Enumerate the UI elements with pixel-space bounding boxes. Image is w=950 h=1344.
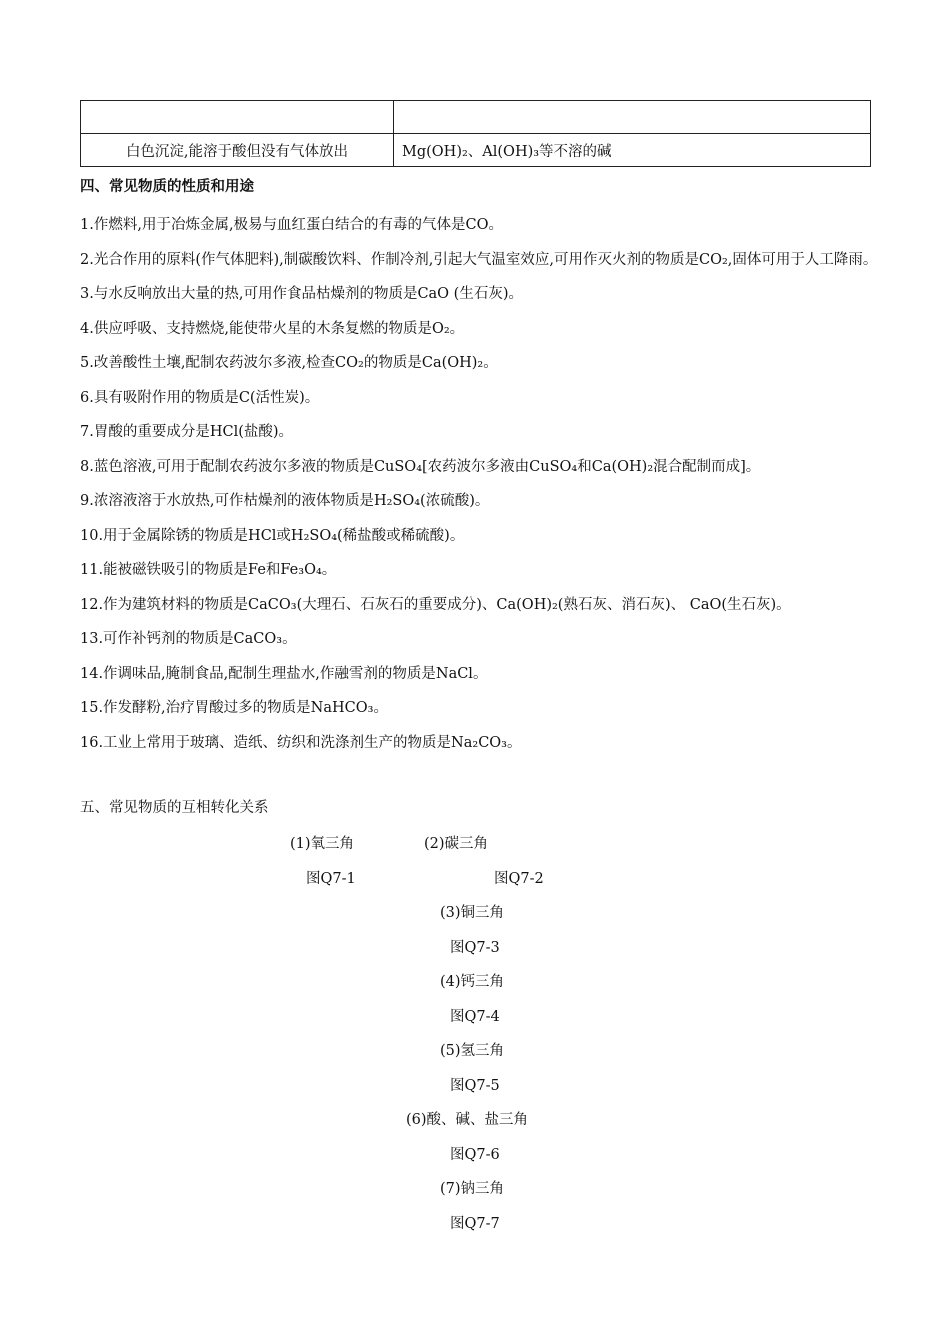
- table-cell: Mg(OH)₂、Al(OH)₃等不溶的碱: [394, 134, 871, 167]
- precipitate-table: [80, 100, 871, 167]
- list-item: 3.与水反响放出大量的热,可用作食品枯燥剂的物质是CaO (生石灰)。: [80, 286, 523, 302]
- figure-label: 图Q7-1: [306, 871, 356, 887]
- table-row: [81, 101, 871, 134]
- figure-caption: (6)酸、碱、盐三角: [406, 1112, 529, 1128]
- figure-caption: (5)氢三角: [440, 1043, 505, 1059]
- list-item: 9.浓溶液溶于水放热,可作枯燥剂的液体物质是H₂SO₄(浓硫酸)。: [80, 493, 490, 509]
- table-cell: 白色沉淀,能溶于酸但没有气体放出: [81, 134, 394, 167]
- list-item: 15.作发酵粉,治疗胃酸过多的物质是NaHCO₃。: [80, 700, 388, 716]
- list-item: 12.作为建筑材料的物质是CaCO₃(大理石、石灰石的重要成分)、Ca(OH)₂(熟石灰、消石灰)、 CaO(生石灰)。: [80, 596, 791, 613]
- list-item: 1.作燃料,用于冶炼金属,极易与血红蛋白结合的有毒的气体是CO。: [80, 217, 504, 233]
- table-cell: [81, 101, 394, 134]
- list-item: 7.胃酸的重要成分是HCl(盐酸)。: [80, 424, 294, 440]
- list-item: 13.可作补钙剂的物质是CaCO₃。: [80, 631, 297, 647]
- figure-caption: (1)氧三角: [290, 836, 355, 852]
- figure-label: 图Q7-5: [450, 1078, 500, 1094]
- list-item: 10.用于金属除锈的物质是HCl或H₂SO₄(稀盐酸或稀硫酸)。: [80, 527, 465, 544]
- section-heading: 五、常见物质的互相转化关系: [80, 800, 269, 816]
- figure-caption: (3)铜三角: [440, 905, 505, 921]
- figure-label: 图Q7-7: [450, 1216, 500, 1232]
- figure-caption: (2)碳三角: [424, 836, 489, 852]
- figure-label: 图Q7-3: [450, 940, 500, 956]
- list-item: 11.能被磁铁吸引的物质是Fe和Fe₃O₄。: [80, 562, 337, 578]
- list-item: 2.光合作用的原料(作气体肥料),制碳酸饮料、作制冷剂,引起大气温室效应,可用作灭火剂的物质是CO₂,固体可用于人工降雨。: [80, 251, 878, 268]
- section-heading: 四、常见物质的性质和用途: [80, 178, 254, 195]
- figure-caption: (4)钙三角: [440, 974, 505, 990]
- figure-label: 图Q7-4: [450, 1009, 500, 1025]
- figure-caption: (7)钠三角: [440, 1181, 505, 1197]
- table-cell: [394, 101, 871, 134]
- property-list: [80, 208, 880, 760]
- figure-label: 图Q7-2: [494, 871, 544, 887]
- list-item: 14.作调味品,腌制食品,配制生理盐水,作融雪剂的物质是NaCl。: [80, 665, 488, 682]
- list-item: 16.工业上常用于玻璃、造纸、纺织和洗涤剂生产的物质是Na₂CO₃。: [80, 734, 522, 751]
- list-item: 4.供应呼吸、支持燃烧,能使带火星的木条复燃的物质是O₂。: [80, 320, 465, 337]
- table-row: [81, 134, 871, 167]
- list-item: 6.具有吸附作用的物质是C(活性炭)。: [80, 389, 320, 406]
- figure-label: 图Q7-6: [450, 1147, 500, 1163]
- list-item: 5.改善酸性土壤,配制农药波尔多液,检查CO₂的物质是Ca(OH)₂。: [80, 355, 498, 371]
- list-item: 8.蓝色溶液,可用于配制农药波尔多液的物质是CuSO₄[农药波尔多液由CuSO₄和Ca(OH)₂混合配制而成]。: [80, 458, 761, 475]
